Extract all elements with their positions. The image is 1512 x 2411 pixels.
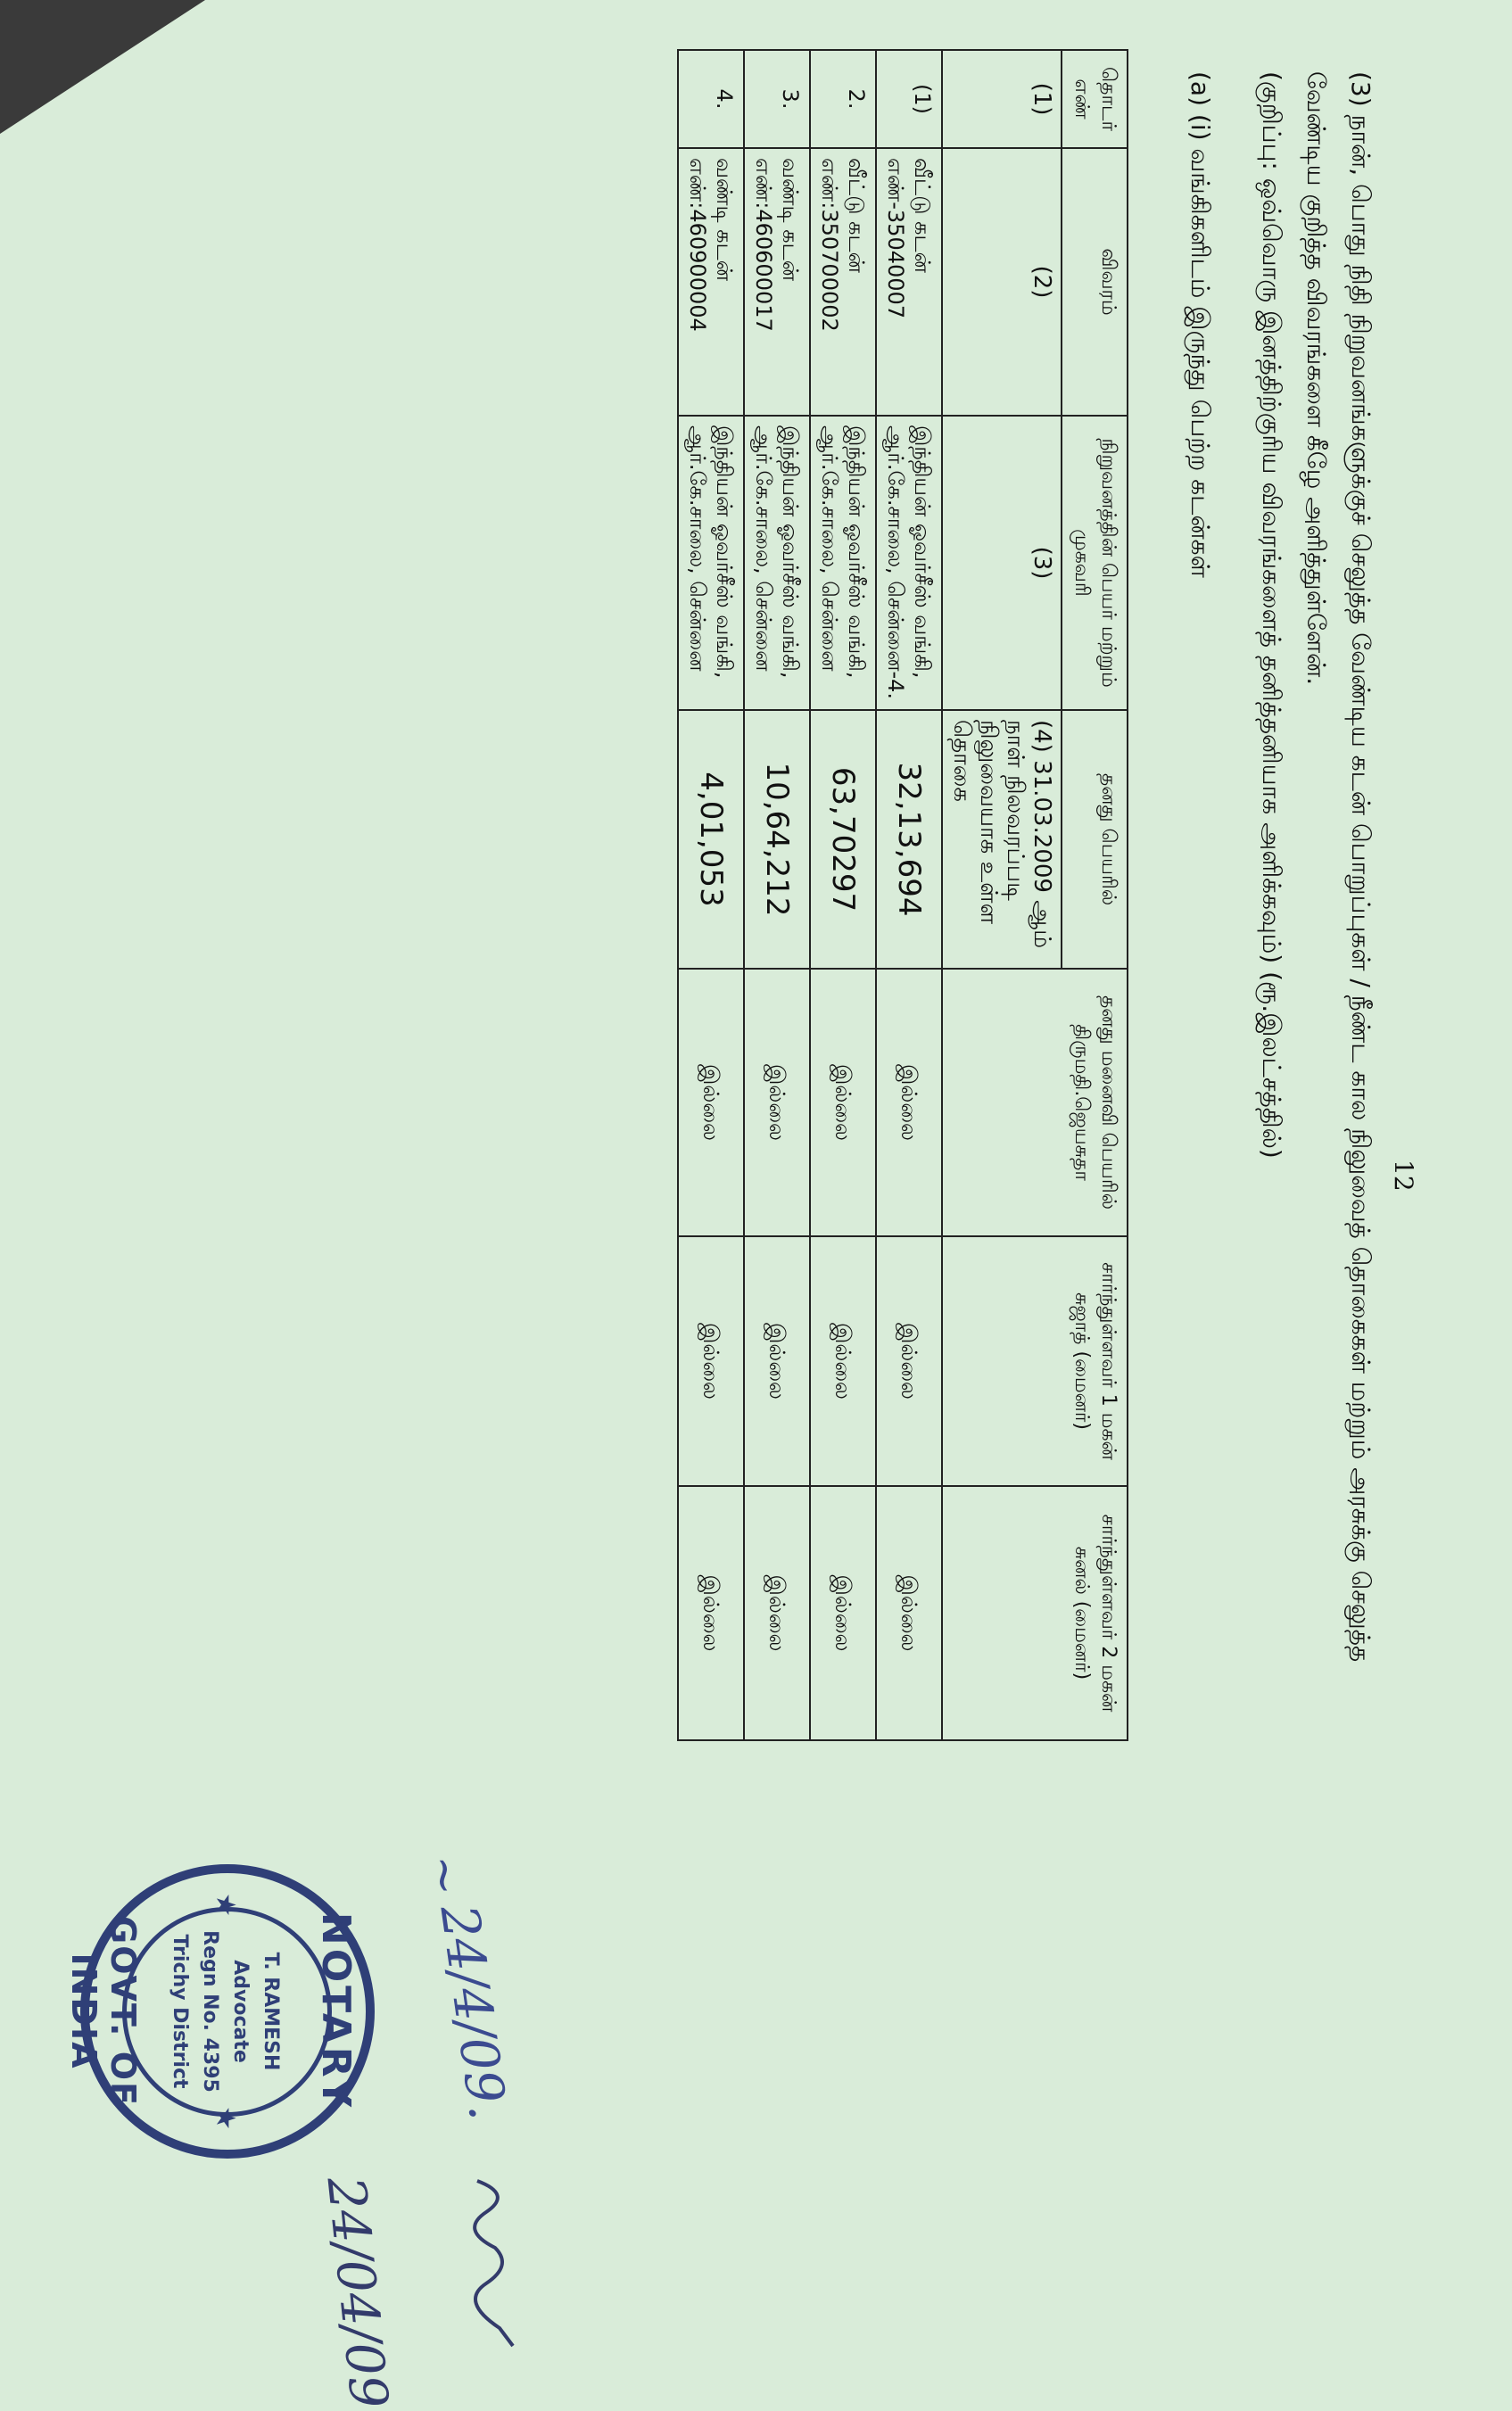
table-header-row [1062, 50, 1128, 1740]
notary-signature-date: 24/4/09. [428, 1901, 519, 2124]
row-bank: இந்தியன் ஓவர்சீஸ் வங்கி, ஆர்.கே.சாலை, சென்னை [810, 416, 876, 710]
stamp-bottom-text: GOVT. OF INDIA [64, 1916, 143, 2107]
row-dependent-1: இல்லை [876, 1236, 942, 1486]
table-row [876, 50, 942, 1740]
header-bank: நிறுவனத்தின் பெயர் மற்றும் முகவரி [1062, 416, 1128, 710]
row-sno: 3. [744, 50, 810, 148]
row-detail: வண்டி கடன் எண்:460900004 [678, 148, 744, 416]
declarant-signature-date: 24/04/09 [315, 2174, 401, 2411]
colnum-2: (2) [942, 148, 1062, 416]
header-wife: தனது மனைவி பெயரில் திருமதி.ஜெயசுதா [942, 969, 1128, 1236]
header-sno: தொடர் எண் [1062, 50, 1128, 148]
stamp-name: T. RAMESH [260, 1952, 282, 2071]
row-dependent-2: இல்லை [876, 1486, 942, 1740]
row-bank: இந்தியன் ஓவர்சீஸ் வங்கி, ஆர்.கே.சாலை, சென்னை [678, 416, 744, 710]
row-dependent-1: இல்லை [810, 1236, 876, 1486]
table-row [744, 50, 810, 1740]
table-row [678, 50, 744, 1740]
row-sno: (1) [876, 50, 942, 148]
row-bank: இந்தியன் ஓவர்சீஸ் வங்கி, ஆர்.கே.சாலை, சென்னை [744, 416, 810, 710]
row-wife: இல்லை [678, 969, 744, 1236]
row-self-amount: 32,13,694 [876, 710, 942, 969]
row-self-amount: 63,70297 [810, 710, 876, 969]
colnum-4: (4) 31.03.2009 ஆம் நாள் நிலவரப்படி நிலுவையாக உள்ள தொகை [942, 710, 1062, 969]
row-sno: 2. [810, 50, 876, 148]
header-detail: விவரம் [1062, 148, 1128, 416]
row-wife: இல்லை [744, 969, 810, 1236]
notary-signature-mark: ~ [417, 1855, 473, 1896]
notary-stamp [64, 1864, 375, 2159]
paragraph-note: (குறிப்பு: ஒவ்வொரு இனத்திற்குரிய விவரங்களைத் தனித்தனியாக அளிக்கவும்) (ரூ.இலட்சத்தில்) [1257, 71, 1286, 1159]
star-icon: ★ [210, 2106, 241, 2130]
row-dependent-2: இல்லை [744, 1486, 810, 1740]
stamp-regn: Regn No. 4395 [199, 1930, 221, 2093]
paragraph-declaration: (3) நான், பொது நிதி நிறுவனங்களுக்குச் செலுத்த வேண்டிய கடன் பொறுப்புகள் / நீண்ட கால நிலுவைத் தொகைகள் மற்றும் அரசுக்கு செலுத்த [1346, 71, 1376, 1663]
row-wife: இல்லை [810, 969, 876, 1236]
header-dependent-1: சார்ந்துள்ளவர் 1 மகன் சுஜாத் (மைனர்) [942, 1236, 1128, 1486]
row-detail: வீட்டு கடன் எண்-35040007 [876, 148, 942, 416]
row-dependent-2: இல்லை [810, 1486, 876, 1740]
row-detail: வண்டி கடன் எண்:460600017 [744, 148, 810, 416]
stamp-top-text: NOTARY [313, 1911, 359, 2111]
row-wife: இல்லை [876, 969, 942, 1236]
row-sno: 4. [678, 50, 744, 148]
row-dependent-2: இல்லை [678, 1486, 744, 1740]
header-self: தனது பெயரில் [1062, 710, 1128, 969]
page-number: 12 [1389, 1160, 1418, 1192]
row-detail: வீட்டு கடன் எண்:350700002 [810, 148, 876, 416]
row-bank: இந்தியன் ஓவர்சீஸ் வங்கி, ஆர்.கே.சாலை, சென்னை-4. [876, 416, 942, 710]
stamp-role: Advocate [229, 1960, 252, 2063]
section-heading-bank-loans: (a) (i) வங்கிகளிடம் இருந்து பெற்ற கடன்கள் [1186, 71, 1215, 578]
colnum-1: (1) [942, 50, 1062, 148]
colnum-3: (3) [942, 416, 1062, 710]
star-icon: ★ [210, 1893, 241, 1917]
stamp-details [164, 1927, 285, 2096]
handwritten-signature [459, 2176, 522, 2355]
row-dependent-1: இல்லை [744, 1236, 810, 1486]
paragraph-declaration-cont: வேண்டிய குறித்த விவரங்களை கீழே அளித்துள்ளேன். [1301, 71, 1331, 686]
row-self-amount: 10,64,212 [744, 710, 810, 969]
row-self-amount: 4,01,053 [678, 710, 744, 969]
stamp-district: Trichy District [169, 1934, 191, 2089]
header-dependent-2: சார்ந்துள்ளவர் 2 மகன் சுனல் (மைனர்) [942, 1486, 1128, 1740]
table-row [810, 50, 876, 1740]
row-dependent-1: இல்லை [678, 1236, 744, 1486]
loans-table [677, 49, 1128, 1741]
